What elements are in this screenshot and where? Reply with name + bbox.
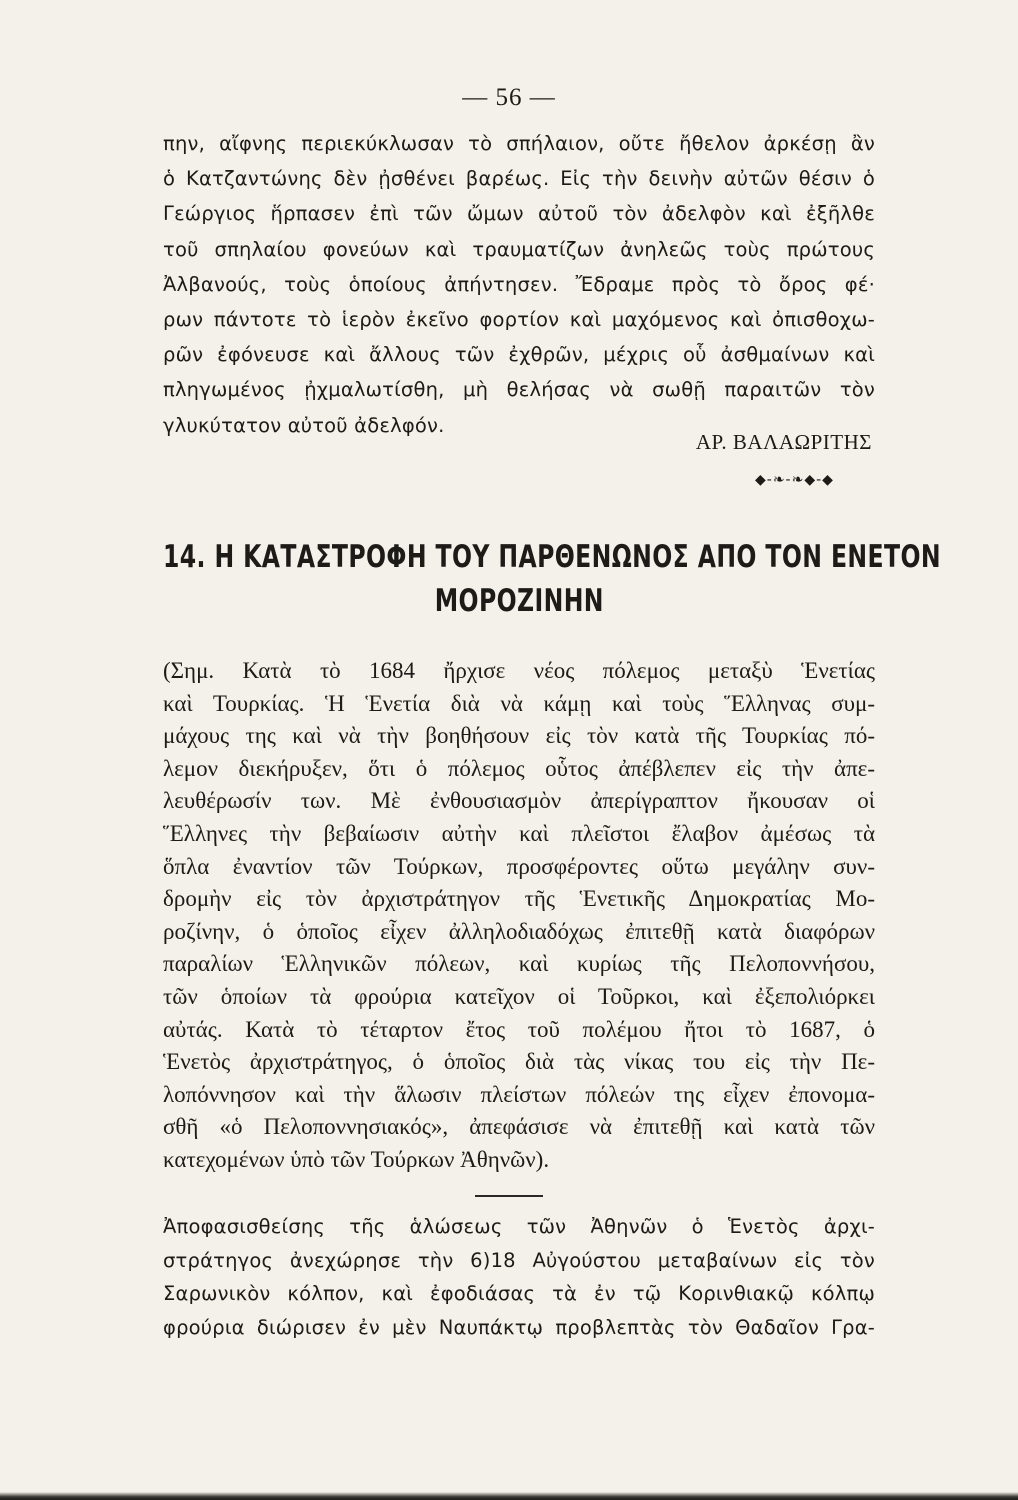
body-paragraph (163, 1210, 875, 1344)
text-line: Σαρωνικὸν κόλπον, καὶ ἐφοδιάσας τὰ ἐν τῷ Κορινθιακῷ κόλπῳ (163, 1282, 875, 1305)
note-line: λευθέρωσίν των. Μὲ ἐνθουσιασμὸν ἀπερίγραπτον ἤκουσαν οἱ (163, 788, 875, 814)
page-number: — 56 — (462, 84, 556, 111)
note-line: δρομὴν εἰς τὸν ἀρχιστράτηγον τῆς Ἑνετικῆς Δημοκρατίας Μο- (163, 886, 875, 912)
chapter-heading-line-2: ΜΟΡΟΖΙΝΗΝ (434, 583, 604, 619)
note-line: σθῆ «ὁ Πελοποννησιακός», ἀπεφάσισε νὰ ἐπιτεθῇ καὶ κατὰ τῶν (163, 1114, 875, 1140)
note-line: ροζίνην, ὁ ὁποῖος εἶχεν ἀλληλοδιαδόχως ἐπιτεθῇ κατὰ διαφόρων (163, 918, 875, 944)
note-line: παραλίων Ἑλληνικῶν πόλεων, καὶ κυρίως τῆς Πελοποννήσου, (163, 951, 875, 977)
text-line: στράτηγος ἀνεχώρησε τὴν 6)18 Αὐγούστου μεταβαίνων εἰς τὸν (163, 1248, 875, 1272)
note-line: Ἕλληνες τὴν βεβαίωσιν αὐτὴν καὶ πλεῖστοι ἔλαβον ἀμέσως τὰ (163, 820, 875, 846)
note-line: ὅπλα ἐναντίον τῶν Τούρκων, προσφέροντες οὕτω μεγάλην συν- (163, 853, 875, 879)
text-line: πην, αἴφνης περιεκύκλωσαν τὸ σπήλαιον, οὔτε ἤθελον ἀρκέσῃ ἂν (163, 132, 875, 155)
note-line: τῶν ὁποίων τὰ φρούρια κατεῖχον οἱ Τοῦρκοι, καὶ ἐξεπολιόρκει (163, 983, 875, 1009)
section-divider (475, 1195, 543, 1197)
text-line: τοῦ σπηλαίου φονεύων καὶ τραυματίζων ἀνηλεῶς τοὺς πρώτους (163, 237, 875, 261)
chapter-heading-line-1: 14. Η ΚΑΤΑΣΤΡΟΦΗ ΤΟΥ ΠΑΡΘΕΝΩΝΟΣ ΑΠΟ ΤΟΝ ΕΝΕΤΟΝ (163, 539, 941, 575)
note-line: καὶ Τουρκίας. Ἡ Ἑνετία διὰ νὰ κάμῃ καὶ τοὺς Ἕλληνας συμ- (163, 690, 875, 716)
intro-paragraph (163, 126, 875, 443)
page-bottom-edge (0, 1492, 1018, 1500)
note-line: Ἑνετὸς ἀρχιστράτηγος, ὁ ὁποῖος διὰ τὰς νίκας του εἰς τὴν Πε- (163, 1049, 875, 1075)
text-line: ρῶν ἐφόνευσε καὶ ἄλλους τῶν ἐχθρῶν, μέχρις οὗ ἀσθμαίνων καὶ (163, 343, 875, 367)
text-line: Ἀλβανούς, τοὺς ὁποίους ἀπήντησεν. Ἔδραμε πρὸς τὸ ὄρος φέ· (163, 272, 875, 296)
text-line: Γεώργιος ἥρπασεν ἐπὶ τῶν ὤμων αὐτοῦ τὸν ἀδελφὸν καὶ ἐξῆλθε (163, 202, 875, 226)
note-line: λεμον διεκήρυξεν, ὅτι ὁ πόλεμος οὗτος ἀπέβλεπεν εἰς τὴν ἀπε- (163, 755, 875, 781)
text-line: ρων πάντοτε τὸ ἱερὸν ἐκεῖνο φορτίον καὶ μαχόμενος καὶ ὀπισθοχω- (163, 307, 875, 331)
text-line: γλυκύτατον αὐτοῦ ἀδελφόν. (163, 413, 445, 437)
chapter-heading (163, 535, 941, 635)
note-line: μάχους της καὶ νὰ τὴν βοηθήσουν εἰς τὸν κατὰ τῆς Τουρκίας πό- (163, 723, 875, 749)
note-line: κατεχομένων ὑπὸ τῶν Τούρκων Ἀθηνῶν). (163, 1146, 550, 1172)
note-line: αὐτάς. Κατὰ τὸ τέταρτον ἔτος τοῦ πολέμου ἤτοι τὸ 1687, ὁ (163, 1016, 875, 1042)
author-signature: ΑΡ. ΒΑΛΑΩΡΙΤΗΣ (695, 430, 872, 454)
note-line: λοπόννησον καὶ τὴν ἅλωσιν πλείστων πόλεών της εἶχεν ἐπονομα- (163, 1081, 875, 1107)
text-line: Ἀποφασισθείσης τῆς ἁλώσεως τῶν Ἀθηνῶν ὁ Ἑνετὸς ἀρχι- (163, 1215, 875, 1238)
text-line: φρούρια διώρισεν ἐν μὲν Ναυπάκτῳ προβλεπτὰς τὸν Θαδαῖον Γρα- (163, 1315, 875, 1339)
text-line: ὁ Κατζαντώνης δὲν ᾐσθένει βαρέως. Εἰς τὴν δεινὴν αὐτῶν θέσιν ὁ (163, 167, 875, 191)
note-line: (Σημ. Κατὰ τὸ 1684 ἤρχισε νέος πόλεμος μεταξὺ Ἑνετίας (163, 658, 875, 683)
ornament-divider: ◆-❧-❧◆-◆ (755, 472, 834, 488)
historical-note (163, 655, 875, 1177)
text-line: πληγωμένος ᾐχμαλωτίσθη, μὴ θελήσας νὰ σωθῇ παραιτῶν τὸν (163, 378, 875, 402)
